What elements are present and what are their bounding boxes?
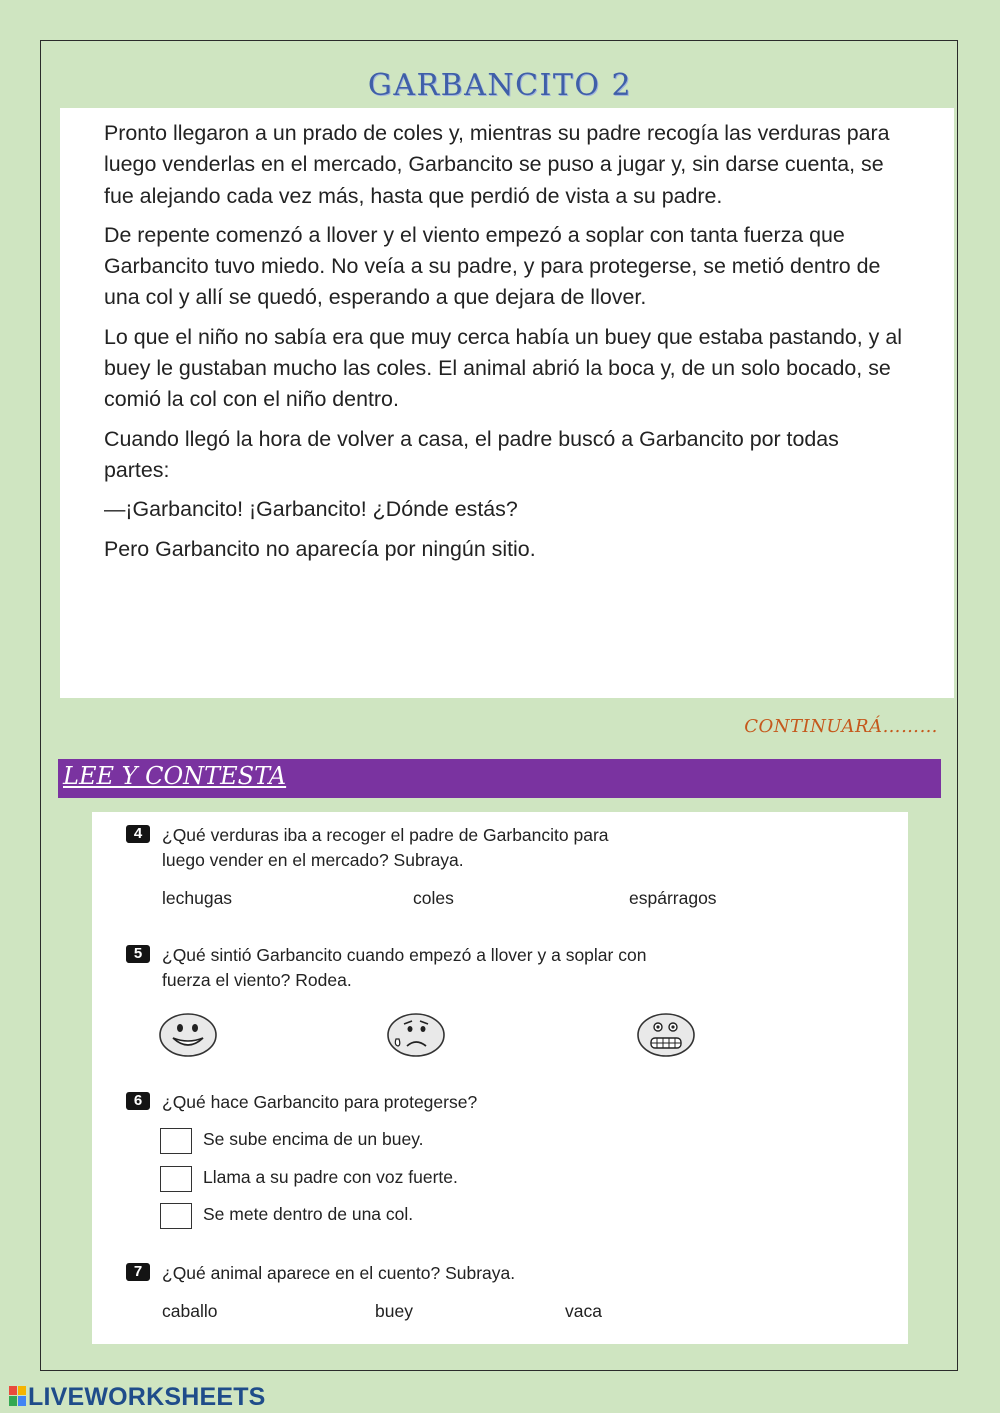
story-paragraph-6: Pero Garbancito no aparecía por ningún sitio. xyxy=(104,536,536,561)
q6-checkbox-3[interactable] xyxy=(160,1203,192,1229)
question-4-line-1: ¿Qué verduras iba a recoger el padre de Garbancito para xyxy=(162,825,609,845)
q4-option-lechugas[interactable]: lechugas xyxy=(162,888,233,908)
story-dialogue: —¡Garbancito! ¡Garbancito! ¿Dónde estás? xyxy=(104,497,518,522)
q4-option-coles[interactable]: coles xyxy=(413,888,454,908)
question-7-line-1: ¿Qué animal aparece en el cuento? Subraya. xyxy=(162,1263,516,1283)
q6-checkbox-2[interactable] xyxy=(160,1166,192,1192)
question-5-line-2: fuerza el viento? Rodea. xyxy=(162,970,352,990)
story-paragraph-3: Lo que el niño no sabía era que muy cerca había un buey que estaba pastando, y al buey le gustaban mucho las coles. El animal abrió la boca y, de un solo bocado, se comió la col con el niño dentro. xyxy=(104,324,902,412)
q6-option-2: Llama a su padre con voz fuerte. xyxy=(203,1167,458,1187)
story-paragraph-1: Pronto llegaron a un prado de coles y, mientras su padre recogía las verduras para luego venderlas en el mercado, Garbancito se puso a jugar y, sin darse cuenta, se fue alejando cada vez más, hasta que perdió de vista a su padre. xyxy=(104,121,890,208)
q7-option-buey[interactable]: buey xyxy=(375,1301,413,1321)
question-number-4: 4 xyxy=(126,825,150,843)
sad-crying-face-icon[interactable] xyxy=(386,1012,446,1058)
continuara-label: CONTINUARÁ……… xyxy=(744,716,938,737)
section-banner: LEE Y CONTESTA xyxy=(58,759,941,798)
logo-blocks-icon xyxy=(8,1385,28,1407)
scared-face-icon[interactable] xyxy=(636,1012,696,1058)
question-4-line-2: luego vender en el mercado? Subraya. xyxy=(162,850,464,870)
question-number-6: 6 xyxy=(126,1092,150,1110)
question-6-line-1: ¿Qué hace Garbancito para protegerse? xyxy=(162,1092,478,1112)
page-title: GARBANCITO 2 xyxy=(367,68,633,103)
q4-option-esparragos[interactable]: espárragos xyxy=(629,888,717,908)
q6-option-1: Se sube encima de un buey. xyxy=(203,1129,424,1149)
question-number-5: 5 xyxy=(126,945,150,963)
happy-face-icon[interactable] xyxy=(158,1012,218,1058)
story-text-box xyxy=(60,108,954,698)
q6-checkbox-1[interactable] xyxy=(160,1128,192,1154)
story-paragraph-4: Cuando llegó la hora de volver a casa, el padre buscó a Garbancito por todas partes: xyxy=(104,426,839,482)
questions-panel xyxy=(92,812,908,1344)
q6-option-3: Se mete dentro de una col. xyxy=(203,1204,414,1224)
story-paragraph-2: De repente comenzó a llover y el viento empezó a soplar con tanta fuerza que Garbancito tuvo miedo. No veía a su padre, y para protegerse, se metió dentro de una col y allí se quedó, esperando a que dejara de llover. xyxy=(104,222,881,310)
q7-option-vaca[interactable]: vaca xyxy=(565,1301,602,1321)
q7-option-caballo[interactable]: caballo xyxy=(162,1301,218,1321)
brand-name: LIVEWORKSHEETS xyxy=(28,1383,266,1411)
question-5-line-1: ¿Qué sintió Garbancito cuando empezó a llover y a soplar con xyxy=(162,945,647,965)
question-number-7: 7 xyxy=(126,1263,150,1281)
